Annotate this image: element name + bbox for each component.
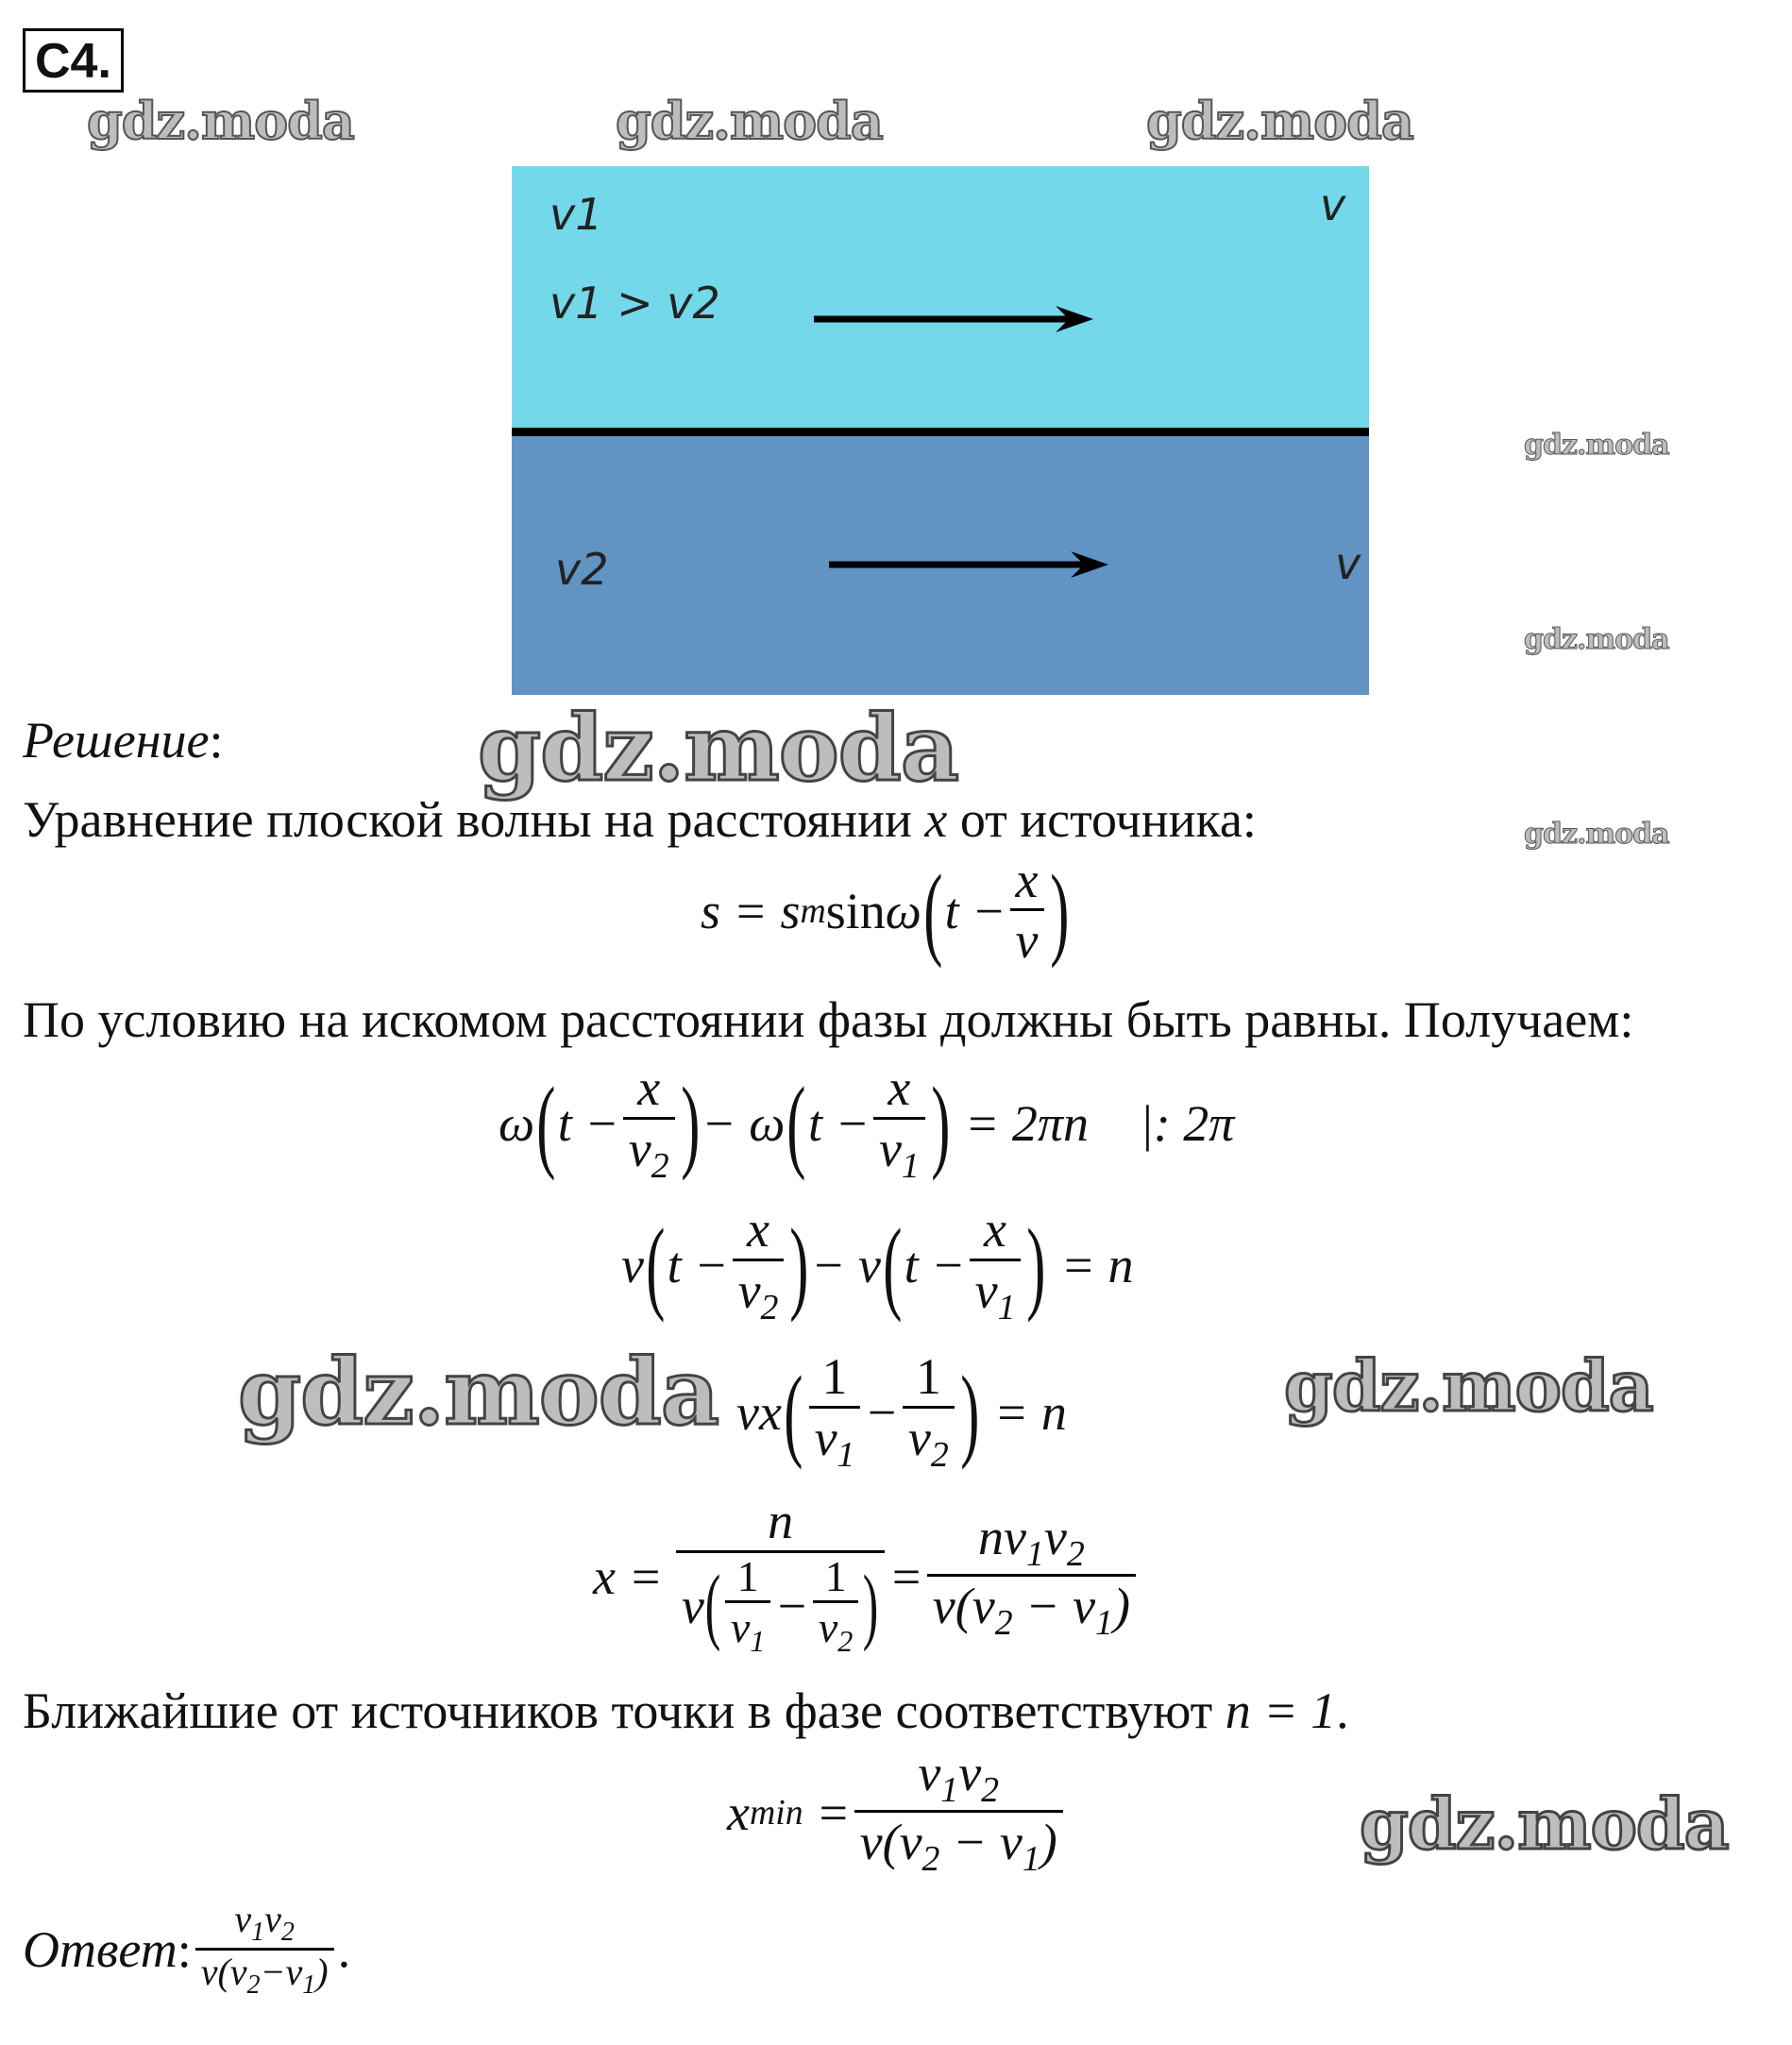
distance-formula: x = n ν ( $\frac{1}{v_1}$ − $\frac{1}{v_2}$ ) = $\frac{nv_1v_2}{\nu(v_2 - v_1)}$ bbox=[593, 1482, 1140, 1671]
watermark: gdz.moda bbox=[1360, 1784, 1729, 1866]
nearest-points-text: Ближайшие от источников точки в фазе соответствуют n = 1. bbox=[23, 1682, 1349, 1739]
min-distance-formula: x min = $\frac{v_1v_2}{\nu(v_2 - v_1)}$ bbox=[727, 1747, 1067, 1879]
phase-condition-text: По условию на искомом расстоянии фазы должны быть равны. Получаем: bbox=[23, 991, 1634, 1048]
simplified-equation: νx ( $\frac{1}{v_1}$ − $\frac{1}{v_2}$ ) = n bbox=[736, 1348, 1067, 1475]
bottom-speed-label: v2 bbox=[555, 544, 609, 595]
two-layer-diagram bbox=[512, 166, 1369, 695]
watermark: gdz.moda bbox=[1524, 429, 1669, 462]
speed-relation-label: v1 > v2 bbox=[549, 278, 720, 329]
phase-equality-equation: ω ( t − $\frac{x}{v_2}$ ) − ω ( t − $\frac{x}{v_1}$ ) = 2πn |: 2π bbox=[499, 1059, 1235, 1186]
watermark: gdz.moda bbox=[238, 1339, 719, 1445]
bottom-right-v-label: v bbox=[1335, 538, 1361, 589]
wave-equation-intro: Уравнение плоской волны на расстоянии x от источника: bbox=[23, 791, 1257, 848]
bottom-arrow-icon bbox=[827, 546, 1110, 583]
watermark: gdz.moda bbox=[1524, 818, 1669, 851]
top-right-v-label: v bbox=[1320, 179, 1346, 230]
boundary-line bbox=[512, 428, 1369, 436]
watermark: gdz.moda bbox=[1146, 91, 1413, 151]
watermark: gdz.moda bbox=[478, 695, 959, 802]
solution-heading: Решение: bbox=[23, 712, 224, 769]
answer: Ответ : $\frac{v_1v_2}{\nu(v_2-v_1)}$ . bbox=[23, 1898, 351, 2000]
watermark: gdz.moda bbox=[616, 91, 883, 151]
top-arrow-icon bbox=[812, 300, 1095, 338]
watermark: gdz.moda bbox=[87, 91, 354, 151]
top-speed-label: v1 bbox=[549, 189, 603, 240]
frequency-equation: ν ( t − $\frac{x}{v_2}$ ) − ν ( t − $\frac{x}{v_1}$ ) = n bbox=[621, 1201, 1134, 1327]
watermark: gdz.moda bbox=[1284, 1346, 1653, 1428]
plane-wave-equation: s = s m sin ω ( t − $\frac{x}{v}$ ) bbox=[701, 851, 1069, 970]
problem-number: С4. bbox=[23, 28, 124, 93]
watermark: gdz.moda bbox=[1524, 623, 1669, 656]
